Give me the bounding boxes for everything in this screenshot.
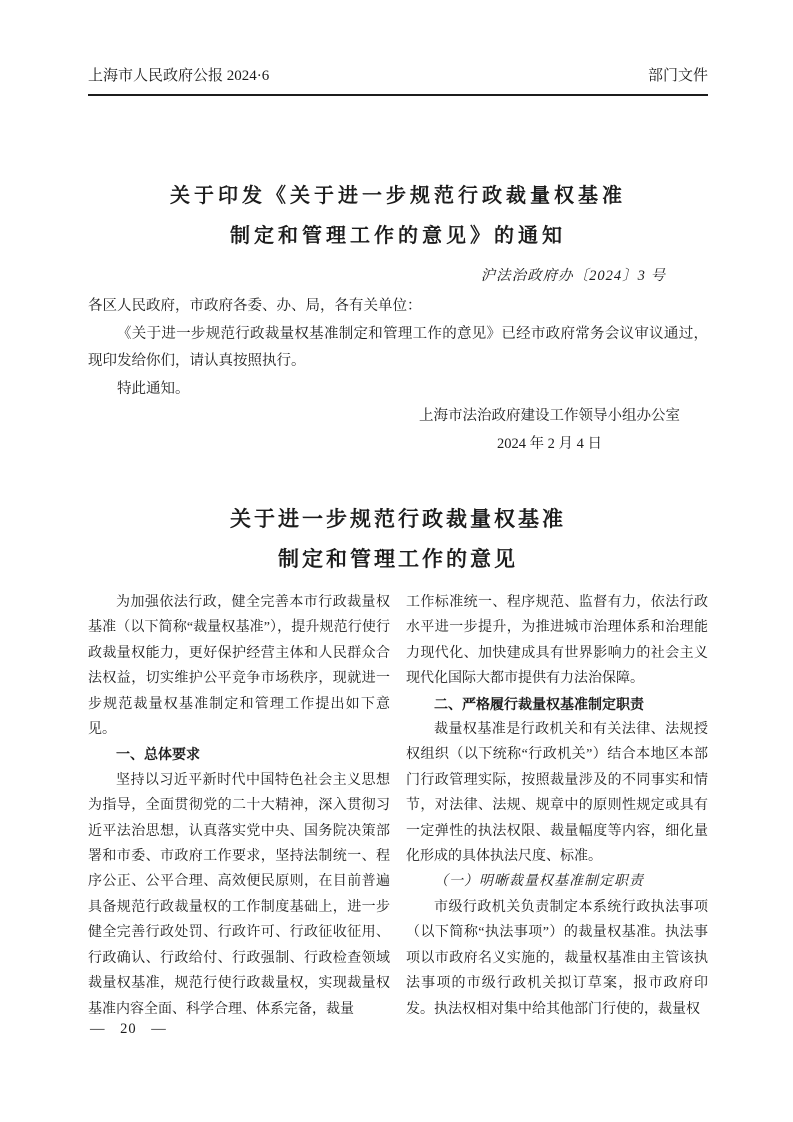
section-heading-2: 二、严格履行裁量权基准制定职责 — [434, 695, 644, 712]
signing-authority: 上海市法治政府建设工作领导小组办公室 — [419, 408, 680, 424]
notice-title-line1: 关于印发《关于进一步规范行政裁量权基准 — [170, 185, 626, 207]
notice-paragraph: 《关于进一步规范行政裁量权基准制定和管理工作的意见》已经市政府常务会议审议通过，现印发给你们，请认真按照执行。 — [88, 325, 708, 369]
subsection-heading-2-1: （一）明晰裁量权基准制定职责 — [434, 874, 644, 890]
signature-inner — [419, 403, 680, 458]
page-number: — 20 — — [90, 1021, 167, 1037]
notice-closing: 特此通知。 — [117, 380, 190, 397]
notice-body — [88, 293, 708, 458]
page-content — [88, 0, 708, 1022]
running-head-gazette-title: 上海市人民政府公报 2024·6 — [88, 68, 270, 84]
opinion-title-line1: 关于进一步规范行政裁量权基准 — [230, 508, 566, 531]
running-head-section-label: 部门文件 — [647, 68, 708, 84]
notice-title — [88, 176, 708, 256]
section-2-paragraph: 裁量权基准是行政机关和有关法律、法规授权组织（以下统称“行政机关”）结合本地区本部门行政管理实际，按照裁量涉及的不同事实和情节，对法律、法规、规章中的原则性规定或具有一定弹性的执法权限、裁量幅度等内容，细化量化形成的具体执法尺度、标准。 — [406, 722, 708, 865]
left-column — [88, 590, 390, 1022]
signing-date: 2024 年 2 月 4 日 — [496, 435, 603, 452]
document-number: 沪法治政府办〔2024〕3 号 — [480, 268, 666, 284]
right-column — [406, 590, 708, 1022]
section-1-paragraph-continued: 工作标准统一、程序规范、监督有力，依法行政水平进一步提升，为推进城市治理体系和治理能力现代化、加快建成具有世界影响力的社会主义现代化国际大都市提供有力法治保障。 — [406, 595, 708, 687]
running-head — [88, 0, 708, 96]
signature-block — [88, 403, 708, 458]
opinion-title — [88, 500, 708, 580]
opinion-title-line2: 制定和管理工作的意见 — [278, 548, 518, 571]
section-1-paragraph: 坚持以习近平新时代中国特色社会主义思想为指导，全面贯彻党的二十大精神，深入贯彻习近平法治思想，认真落实党中央、国务院决策部署和市委、市政府工作要求，坚持法制统一、程序公正、公平合理、高效便民原则，在目前普遍具备规范行政裁量权的工作制度基础上，进一步健全完善行政处罚、行政许可、行政征收征用、行政确认、行政给付、行政强制、行政检查领域裁量权基准，规范行使行政裁量权，实现裁量权基准内容全面、科学合理、体系完备，裁量 — [88, 772, 390, 1017]
notice-title-line2: 制定和管理工作的意见》的通知 — [230, 225, 566, 247]
two-column-body — [88, 590, 708, 1022]
notice-salutation: 各区人民政府，市政府各委、办、局，各有关单位： — [88, 298, 422, 314]
section-heading-1: 一、总体要求 — [116, 746, 200, 763]
subsection-2-1-paragraph: 市级行政机关负责制定本系统行政执法事项（以下简称“执法事项”）的裁量权基准。执法事项以市政府名义实施的，裁量权基准由主管该执法事项的市级行政机关拟订草案，报市政府印发。执法权相对集中给其他部门行使的，裁量权 — [406, 899, 708, 1017]
opinion-intro-paragraph: 为加强依法行政，健全完善本市行政裁量权基准（以下简称“裁量权基准”），提升规范行使行政裁量权能力，更好保护经营主体和人民群众合法权益，切实维护公平竞争市场秩序，现就进一步规范裁量权基准制定和管理工作提出如下意见。 — [88, 595, 390, 738]
